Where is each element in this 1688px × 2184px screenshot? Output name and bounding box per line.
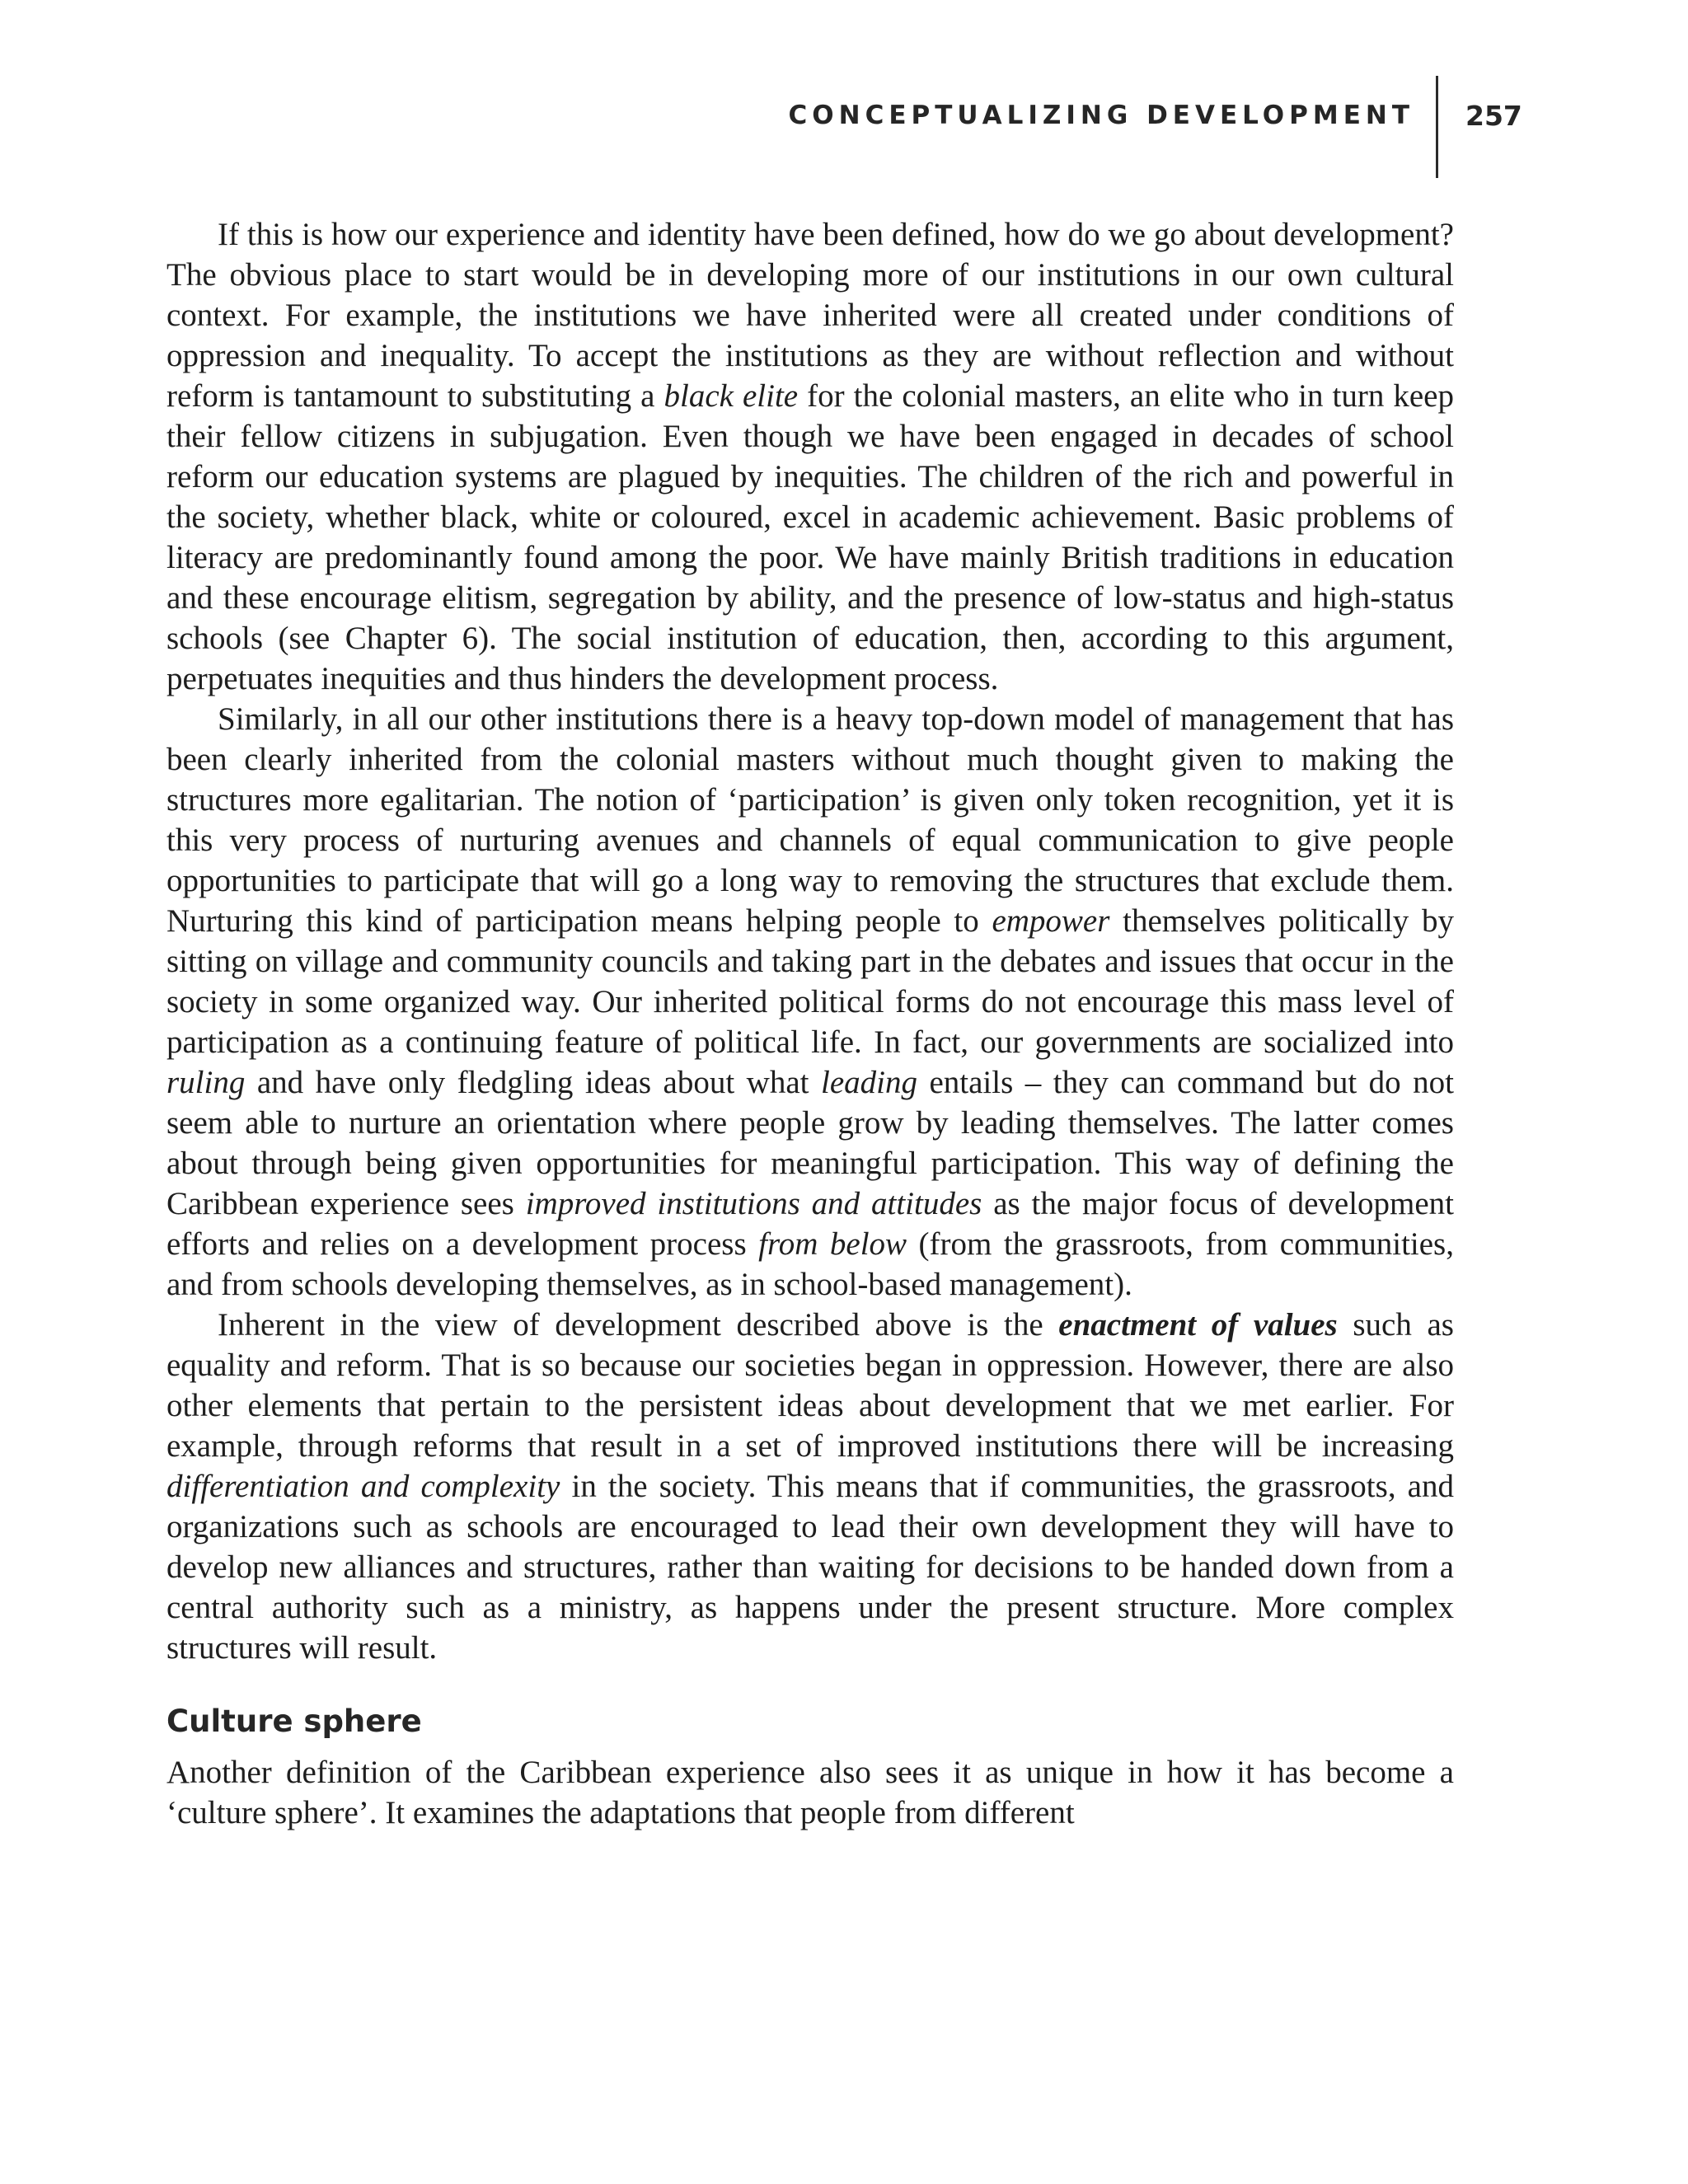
emphasis-text: differentiation and complexity bbox=[166, 1469, 560, 1504]
emphasis-text: from below bbox=[758, 1226, 907, 1262]
paragraph bbox=[166, 214, 1454, 699]
text-run: (from the grassroots, from communities, and from schools developing themselves, as in school-based management). bbox=[166, 1226, 1454, 1302]
text-run: themselves politically by sitting on village and community councils and taking part in the debates and issues that occur in the society in some organized way. Our inherited political forms do not encourage this mass level of participation as a continuing feature of political life. In fact, our governments are socialized into bbox=[166, 903, 1454, 1060]
paragraph bbox=[166, 1305, 1454, 1668]
emphasis-text: ruling bbox=[166, 1065, 246, 1100]
text-run: in the society. This means that if communities, the grassroots, and organizations such as schools are encouraged to lead their own development they will have to develop new alliances and structures, rather than waiting for decisions to be handed down from a central authority such as a ministry, as happens under the present structure. More complex structures will result. bbox=[166, 1469, 1454, 1666]
emphasis-text: leading bbox=[821, 1065, 917, 1100]
text-run: Similarly, in all our other institutions there is a heavy top-down model of management that has been clearly inherited from the colonial masters without much thought given to making the structures more egalitarian. The notion of ‘participation’ is given only token recognition, yet it is this very process of nurturing avenues and channels of equal communication to give people opportunities to participate that will go a long way to removing the structures that exclude them. Nurturing this kind of participation means helping people to bbox=[166, 701, 1454, 939]
paragraph bbox=[166, 699, 1454, 1305]
text-run: entails – they can command but do not seem able to nurture an orientation where people grow by leading themselves. The latter comes about through being given opportunities for meaningful participation. This way of defining the Caribbean experience sees bbox=[166, 1065, 1454, 1221]
text-run: If this is how our experience and identity have been defined, how do we go about development? The obvious place to start would be in developing more of our institutions in our own cultural context. For example, the institutions we have inherited were all created under conditions of oppression and inequality. To accept the institutions as they are without reflection and without reform is tantamount to substituting a bbox=[166, 217, 1454, 414]
page-number: 257 bbox=[1465, 100, 1522, 132]
emphasis-text: empower bbox=[992, 903, 1110, 939]
strong-emphasis-text: enactment of values bbox=[1058, 1307, 1338, 1343]
header-divider bbox=[1436, 76, 1438, 178]
text-run: as the major focus of development efforts and relies on a development process bbox=[166, 1186, 1455, 1262]
emphasis-text: black elite bbox=[663, 378, 799, 414]
text-run: such as equality and reform. That is so because our societies began in oppression. However, there are also other elements that pertain to the persistent ideas about development that we met earlier. For example, through reforms that result in a set of improved institutions there will be increasing bbox=[166, 1307, 1454, 1464]
running-head: CONCEPTUALIZING DEVELOPMENT bbox=[788, 101, 1414, 130]
text-run: and have only fledgling ideas about what bbox=[245, 1065, 821, 1100]
section-paragraph: Another definition of the Caribbean experience also sees it as unique in how it has become a ‘culture sphere’. It examines the adaptations that people from different bbox=[166, 1755, 1454, 1830]
section-heading: Culture sphere bbox=[166, 1704, 422, 1739]
body-text bbox=[166, 214, 1454, 1833]
emphasis-text: improved institutions and attitudes bbox=[525, 1186, 982, 1221]
text-run: for the colonial masters, an elite who in turn keep their fellow citizens in subjugation. Even though we have been engaged in decades of school reform our education systems are plagued by inequities. The children of the rich and powerful in the society, whether black, white or coloured, excel in academic achievement. Basic problems of literacy are predominantly found among the poor. We have mainly British traditions in education and these encourage elitism, segregation by ability, and the presence of low-status and high-status schools (see Chapter 6). The social institution of education, then, according to this argument, perpetuates inequities and thus hinders the development process. bbox=[166, 378, 1454, 696]
text-run: Inherent in the view of development described above is the bbox=[218, 1307, 1059, 1343]
